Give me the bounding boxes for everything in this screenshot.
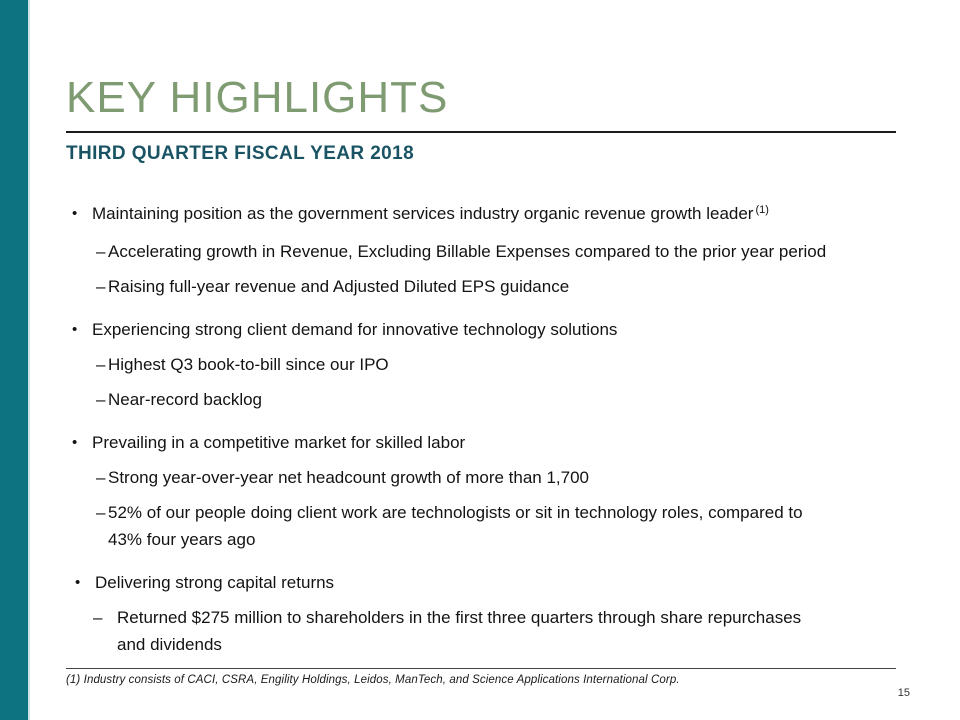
- footnote-ref: (1): [755, 204, 769, 216]
- bullet-line: Strong year-over-year net headcount growth of more than 1,700: [108, 468, 590, 487]
- dash-icon: –: [93, 608, 103, 627]
- bullet-line: 52% of our people doing client work are technologists or sit in technology roles, compared to: [108, 503, 803, 522]
- bullet-text: [92, 429, 902, 456]
- sub-bullet-item: [96, 464, 902, 491]
- slide-title: KEY HIGHLIGHTS: [66, 73, 449, 122]
- bullet-dot-icon: •: [72, 205, 78, 222]
- bullet-line: Highest Q3 book-to-bill since our IPO: [108, 355, 389, 374]
- bullet-dot-icon: •: [72, 321, 78, 338]
- sub-bullet-text: [108, 273, 902, 300]
- dash-icon: –: [96, 468, 106, 487]
- page-number: 15: [897, 687, 910, 699]
- footer-divider: [66, 668, 896, 669]
- bullet-item: [75, 569, 902, 596]
- bullet-item: [72, 429, 902, 456]
- bullet-line: Maintaining position as the government services industry organic revenue growth leader: [92, 204, 754, 223]
- dash-icon: –: [96, 503, 106, 522]
- bullet-text: [92, 200, 902, 230]
- accent-bar: [0, 0, 30, 720]
- bullet-line: Prevailing in a competitive market for skilled labor: [92, 433, 466, 452]
- sub-bullet-text: [108, 464, 902, 491]
- sub-bullet-item: [96, 499, 902, 553]
- bullet-item: [72, 200, 902, 230]
- bullet-line: Near-record backlog: [108, 390, 263, 409]
- slide-subtitle: THIRD QUARTER FISCAL YEAR 2018: [66, 143, 415, 164]
- sub-bullet-text: [108, 499, 902, 553]
- bullet-line: Delivering strong capital returns: [95, 573, 335, 592]
- dash-icon: –: [96, 390, 106, 409]
- title-divider: [66, 131, 896, 133]
- sub-bullet-item: [96, 238, 902, 265]
- sub-bullet-item: [96, 273, 902, 300]
- bullet-item: [72, 316, 902, 343]
- bullet-line: and dividends: [117, 635, 222, 654]
- sub-bullet-text: [108, 351, 902, 378]
- bullet-line: Experiencing strong client demand for innovative technology solutions: [92, 320, 618, 339]
- bullet-text: [95, 569, 902, 596]
- bullet-dot-icon: •: [72, 434, 78, 451]
- dash-icon: –: [96, 355, 106, 374]
- bullet-dot-icon: •: [75, 574, 81, 591]
- sub-bullet-item: [96, 386, 902, 413]
- bullet-line: 43% four years ago: [108, 530, 256, 549]
- dash-icon: –: [96, 277, 106, 296]
- bullet-list: [66, 200, 902, 658]
- sub-bullet-text: [108, 238, 902, 265]
- sub-bullet-item: [96, 351, 902, 378]
- bullet-text: [92, 316, 902, 343]
- footnote: (1) Industry consists of CACI, CSRA, Engility Holdings, Leidos, ManTech, and Science Applications International Corp.: [66, 674, 680, 686]
- bullet-line: Accelerating growth in Revenue, Excluding Billable Expenses compared to the prior year period: [108, 242, 827, 261]
- sub-bullet-text: [108, 386, 902, 413]
- sub-bullet-text: [117, 604, 902, 658]
- bullet-line: Returned $275 million to shareholders in the first three quarters through share repurchases: [117, 608, 802, 627]
- bullet-line: Raising full-year revenue and Adjusted Diluted EPS guidance: [108, 277, 570, 296]
- sub-bullet-item: [93, 604, 902, 658]
- dash-icon: –: [96, 242, 106, 261]
